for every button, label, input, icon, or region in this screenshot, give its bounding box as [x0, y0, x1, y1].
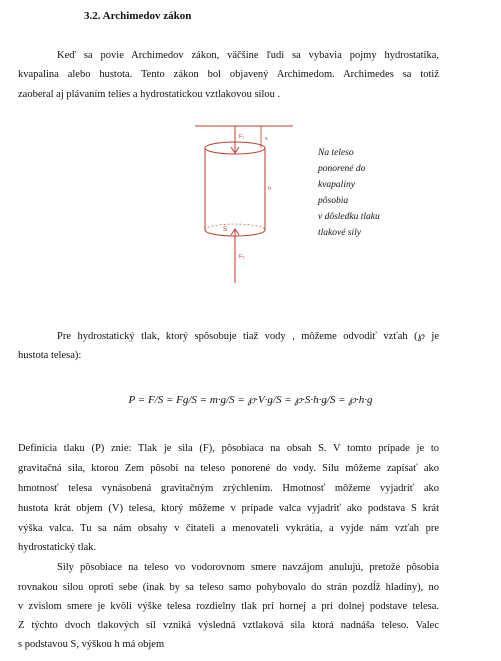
note-line-3: kvapaliny: [318, 180, 355, 190]
para4-line-5: s podstavou S, výškou h má objem: [18, 639, 165, 650]
note-line-5: v dôsledku tlaku: [318, 212, 380, 222]
x-label: x: [265, 136, 268, 142]
para4-line-4: Z týchto dvoch tlakových síl vzniká výsledná vztlaková sila ktorá nadnáša teleso. Valec: [18, 620, 439, 631]
archimedes-cylinder-diagram: [190, 118, 310, 290]
para3-line-1: Definícia tlaku (P) znie: Tlak je sila (F), pôsobiaca na obsah S. V tomto prípade je to: [18, 443, 439, 454]
pressure-formula: [0, 393, 501, 406]
para2-line-1: Pre hydrostatický tlak, ktorý spôsobuje tiaž vody , môžeme odvodiť vzťah (℘ je: [57, 331, 439, 342]
h-label: h: [268, 186, 272, 192]
note-line-1: Na teleso: [318, 148, 354, 158]
formula-text: P = F/S = Fg/S = m·g/S = ℘·V·g/S = ℘·S·h·g/S = ℘·h·g: [128, 394, 373, 406]
para4-line-3: v zvislom smere je kvôli výške telesa rozdielny tlak pri hornej a pri dolnej podstave telesa.: [18, 601, 439, 612]
note-line-4: pôsobia: [318, 196, 349, 206]
para4-line-1: Sily pôsobiace na teleso vo vodorovnom smere navzájom anulujú, pretože pôsobia: [57, 562, 439, 573]
para3-line-6: hydrostatický tlak.: [18, 542, 97, 553]
note-line-2: ponorené do: [318, 164, 366, 174]
para1-line-2: kvapalina alebo hustota. Tento zákon bol objavený Archimedom. Archimedes sa totiž: [18, 69, 439, 80]
para2-line-2: hustota telesa):: [18, 350, 82, 361]
f1-label: F₁: [239, 134, 245, 140]
s-label: S: [223, 226, 228, 233]
para3-line-3: hmotnosť telesa vynásobená gravitačným zrýchlením. Hmotnosť môžeme vyjadriť ako: [18, 483, 439, 494]
para3-line-5: výška valca. Tu sa nám obsahy v čitateli a menovateli vykrátia, a vyjde nám vzťah pre: [18, 523, 439, 534]
section-heading: 3.2. Archimedov zákon: [84, 10, 192, 22]
f2-label: F₂: [239, 254, 245, 260]
para4-line-2: rovnakou silou oproti sebe (inak by sa teleso samo pohybovalo do strán pozdĺž hladiny), no: [18, 582, 439, 593]
note-line-6: tlakové sily: [318, 228, 361, 238]
para1-line-3: zaoberal aj plávaním telies a hydrostatickou vztlakovou silou .: [18, 89, 281, 100]
para3-line-4: hustota krát objem (V) telesa, ktorý môžeme v prípade valca vyjadriť ako podstava S krát: [18, 503, 439, 514]
diagram-note: [318, 145, 380, 241]
para1-line-1: Keď sa povie Archimedov zákon, väčšine ľudí sa vybavia pojmy hydrostatika,: [57, 50, 439, 61]
para3-line-2: gravitačná sila, ktorou Zem pôsobí na teleso ponorené do vody. Silu môžeme zapísať ako: [18, 463, 439, 474]
